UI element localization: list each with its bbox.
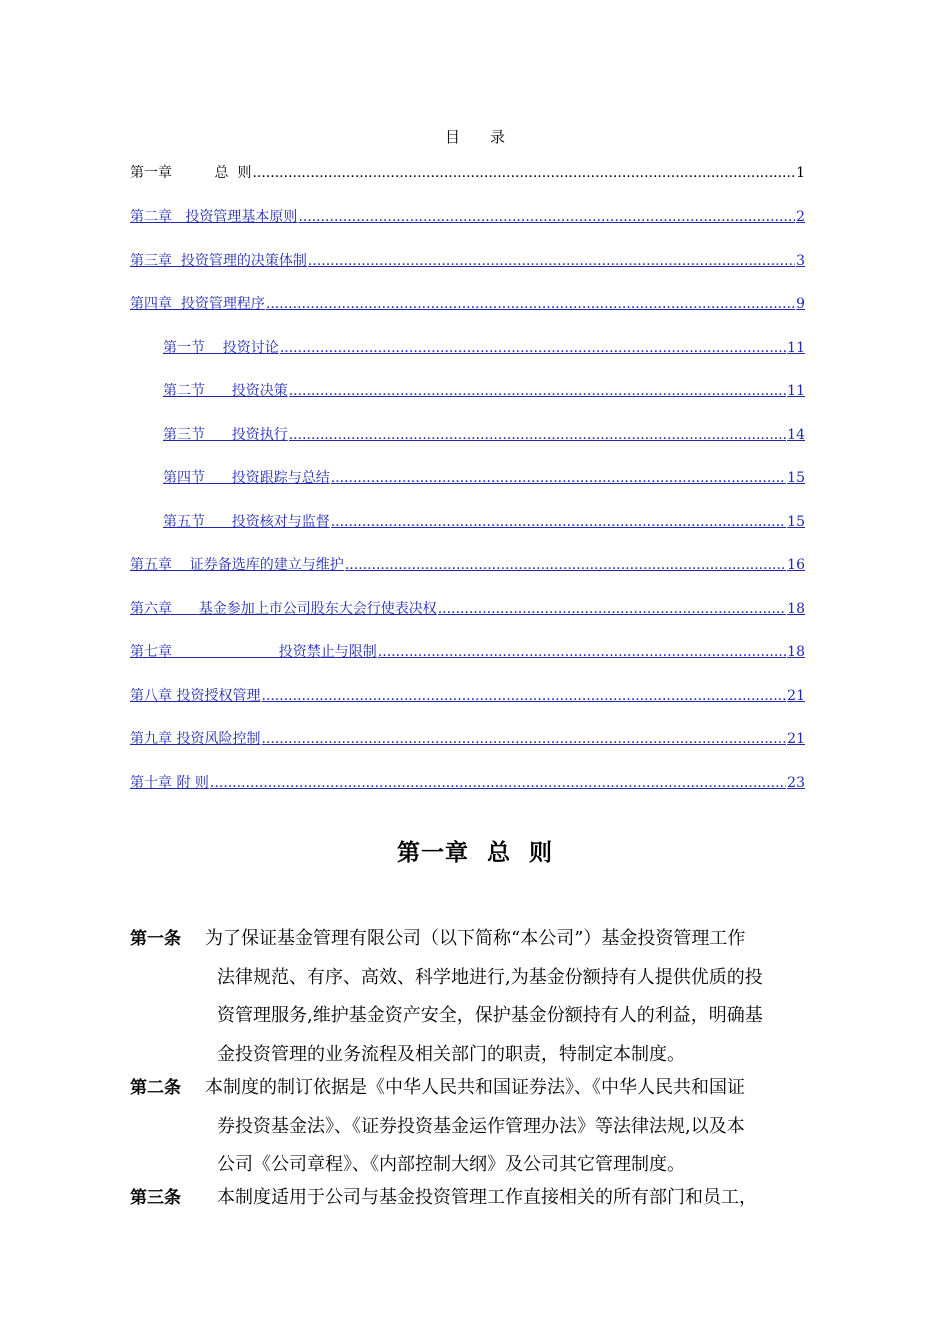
toc-dot-leader bbox=[345, 556, 786, 574]
toc-entry[interactable] bbox=[130, 596, 805, 618]
toc-page-number: 2 bbox=[796, 209, 805, 225]
toc-dot-leader bbox=[252, 164, 795, 182]
chapter-heading: 第一章 总 则 bbox=[396, 840, 554, 866]
toc-entry-label: 第二章 投资管理基本原则 bbox=[130, 209, 298, 225]
toc-entry-label: 第八章 投资授权管理 bbox=[130, 688, 261, 704]
toc-dot-leader bbox=[438, 600, 786, 618]
toc-page-number: 23 bbox=[787, 775, 805, 791]
toc-dot-leader bbox=[308, 252, 795, 270]
toc-entry[interactable] bbox=[130, 204, 805, 226]
toc-entry-label: 第四节 投资跟踪与总结 bbox=[163, 470, 330, 486]
article-text-line: 本制度适用于公司与基金投资管理工作直接相关的所有部门和员工， bbox=[217, 1187, 757, 1208]
toc-entry[interactable] bbox=[130, 770, 805, 792]
toc-dot-leader bbox=[331, 469, 786, 487]
toc-entry[interactable] bbox=[130, 683, 805, 705]
toc-entry[interactable] bbox=[163, 509, 805, 531]
toc-dot-leader bbox=[298, 208, 795, 226]
toc-page-number: 14 bbox=[787, 427, 805, 443]
toc-dot-leader bbox=[289, 426, 786, 444]
toc-dot-leader bbox=[261, 730, 786, 748]
article-text-line: 金投资管理的业务流程及相关部门的职责，特制定本制度。 bbox=[217, 1043, 685, 1065]
toc-dot-leader bbox=[280, 339, 786, 357]
toc-page-number: 1 bbox=[796, 165, 805, 181]
toc-entry-label: 第一节 投资讨论 bbox=[163, 340, 279, 356]
toc-page-number: 21 bbox=[787, 731, 805, 747]
toc-entry[interactable] bbox=[130, 291, 805, 313]
toc-entry-label: 第四章 投资管理程序 bbox=[130, 296, 265, 312]
toc-entry-label: 第三章 投资管理的决策体制 bbox=[130, 253, 307, 269]
toc-entry[interactable] bbox=[163, 422, 805, 444]
toc-page-number: 18 bbox=[787, 601, 805, 617]
toc-entry-label: 第十章 附 则 bbox=[130, 775, 209, 791]
toc-entry-label: 第五节 投资核对与监督 bbox=[163, 514, 330, 530]
article-text-line: 券投资基金法》、《证券投资基金运作管理办法》等法律法规,以及本 bbox=[217, 1115, 745, 1137]
toc-entry-label: 第三节 投资执行 bbox=[163, 427, 288, 443]
toc-entry-label: 第七章 投资禁止与限制 bbox=[130, 644, 377, 660]
article bbox=[130, 1179, 808, 1218]
toc-entry-label: 第六章 基金参加上市公司股东大会行使表决权 bbox=[130, 601, 437, 617]
article-label: 第二条 bbox=[130, 1078, 181, 1098]
toc-entry[interactable] bbox=[130, 552, 805, 574]
toc-entry[interactable] bbox=[163, 378, 805, 400]
toc-dot-leader bbox=[289, 382, 786, 400]
article bbox=[130, 920, 808, 1074]
toc-page-number: 15 bbox=[787, 514, 805, 530]
article-text-line: 公司《公司章程》、《内部控制大纲》及公司其它管理制度。 bbox=[217, 1154, 685, 1175]
toc-entry-label: 第一章 总 则 bbox=[130, 165, 252, 181]
toc-page-number: 3 bbox=[796, 253, 805, 269]
toc-dot-leader bbox=[378, 643, 786, 661]
toc-dot-leader bbox=[210, 774, 786, 792]
toc-entry[interactable] bbox=[163, 335, 805, 357]
article-text-line: 资管理服务,维护基金资产安全，保护基金份额持有人的利益，明确基 bbox=[217, 1005, 763, 1026]
toc-page-number: 15 bbox=[787, 470, 805, 486]
toc-entry[interactable] bbox=[130, 639, 805, 661]
toc-entry-label: 第五章 证券备选库的建立与维护 bbox=[130, 557, 344, 573]
toc-dot-leader bbox=[261, 687, 786, 705]
toc-entry-label: 第九章 投资风险控制 bbox=[130, 731, 261, 747]
toc-entry[interactable] bbox=[163, 465, 805, 487]
toc-entry[interactable] bbox=[130, 726, 805, 748]
toc-entry-label: 第二节 投资决策 bbox=[163, 383, 288, 399]
toc-entry bbox=[130, 160, 805, 182]
article-text-line: 为了保证基金管理有限公司（以下简称“本公司”）基金投资管理工作 bbox=[205, 928, 746, 949]
article-label: 第三条 bbox=[130, 1188, 181, 1208]
article-text-line: 本制度的制订依据是《中华人民共和国证券法》、《中华人民共和国证 bbox=[205, 1077, 745, 1098]
toc-title: 目录 bbox=[444, 128, 535, 146]
toc-entry[interactable] bbox=[130, 248, 805, 270]
article-label: 第一条 bbox=[130, 929, 181, 949]
toc-page-number: 16 bbox=[787, 557, 805, 573]
article bbox=[130, 1069, 808, 1185]
toc-page-number: 11 bbox=[787, 383, 805, 399]
toc-page-number: 11 bbox=[787, 340, 805, 356]
toc-page-number: 9 bbox=[796, 296, 805, 312]
toc-page-number: 18 bbox=[787, 644, 805, 660]
toc-dot-leader bbox=[266, 295, 795, 313]
toc-page-number: 21 bbox=[787, 688, 805, 704]
toc-dot-leader bbox=[331, 513, 786, 531]
article-text-line: 法律规范、有序、高效、科学地进行,为基金份额持有人提供优质的投 bbox=[217, 966, 763, 988]
